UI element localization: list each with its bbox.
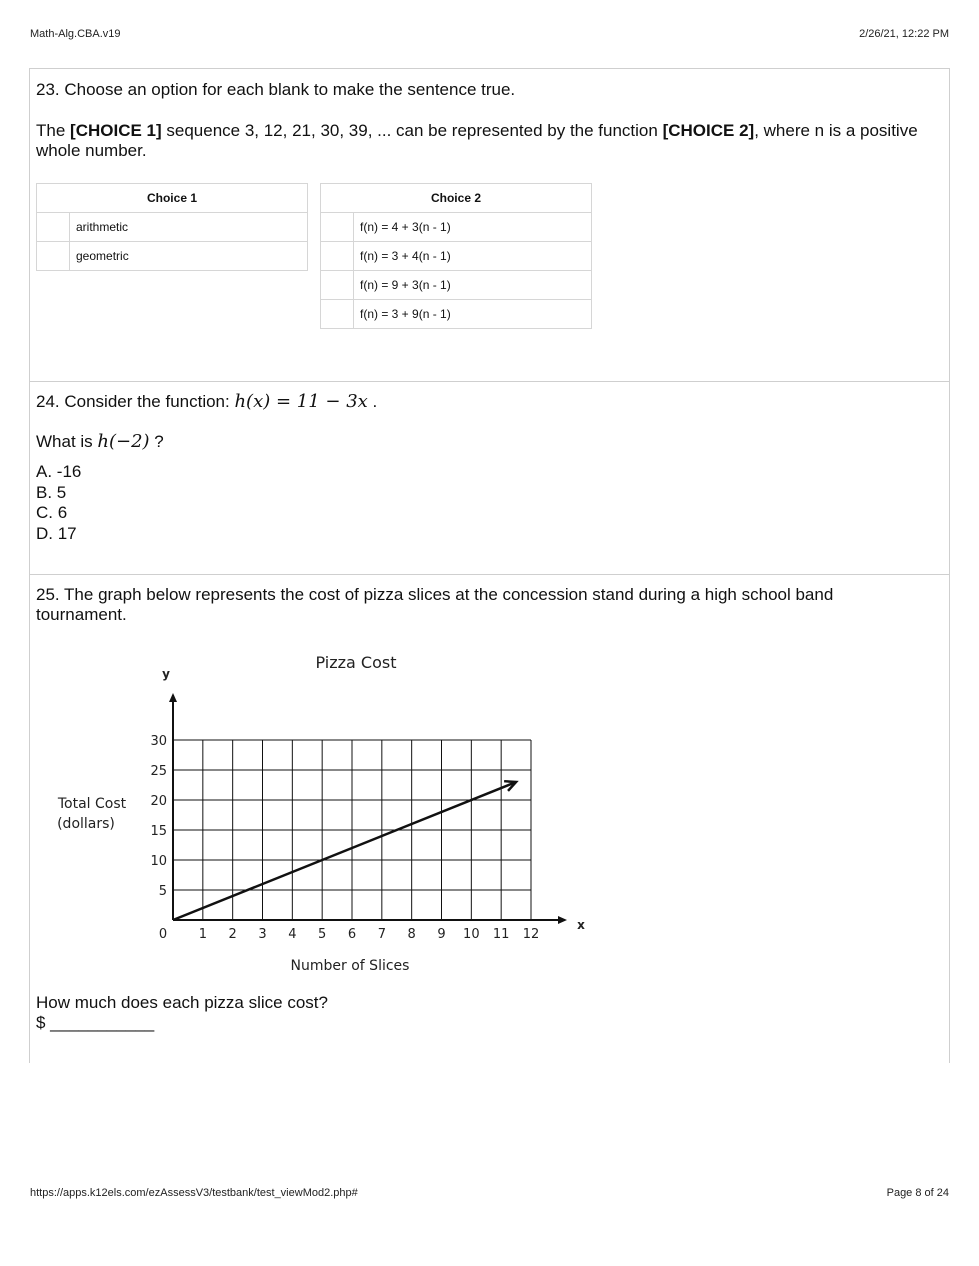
choice2-select-cell[interactable] [321, 242, 354, 271]
series-line [173, 782, 516, 920]
origin-label: 0 [158, 927, 168, 942]
choice1-header: Choice 1 [37, 184, 308, 213]
choice2-select-cell[interactable] [321, 271, 354, 300]
q25-question: How much does each pizza slice cost? [36, 993, 328, 1012]
chart-axes [169, 693, 567, 924]
x-tick-label: 11 [492, 927, 510, 942]
choice2-table [320, 183, 592, 329]
x-axis-arrow [558, 916, 567, 924]
choice1-option[interactable]: arithmetic [70, 213, 308, 242]
choice1-option-row[interactable] [37, 242, 308, 271]
question-24 [30, 382, 949, 575]
y-tick-label: 30 [150, 734, 167, 749]
choice2-select-cell[interactable] [321, 300, 354, 329]
x-tick-label: 9 [437, 927, 446, 942]
choice2-option[interactable]: f(n) = 9 + 3(n - 1) [354, 271, 592, 300]
q25-title: 25. The graph below represents the cost of pizza slices at the concession stand during a high school band tournament. [36, 585, 834, 624]
x-tick-label: 3 [258, 927, 267, 942]
y-axis-arrow [169, 693, 177, 702]
y-tick-label: 10 [150, 854, 167, 869]
choice2-option[interactable]: f(n) = 3 + 4(n - 1) [354, 242, 592, 271]
choice1-select-cell[interactable] [37, 213, 70, 242]
choice1-table [36, 183, 308, 271]
question-sheet [29, 68, 950, 1063]
chart-tick-labels [150, 734, 539, 942]
footer-page-number: Page 8 of 24 [886, 1187, 949, 1199]
question-23 [30, 69, 949, 382]
choice2-option[interactable]: f(n) = 3 + 9(n - 1) [354, 300, 592, 329]
chart-title: Pizza Cost [315, 653, 397, 672]
q24-expression: h(−2) [97, 431, 150, 452]
choice2-option-row[interactable] [321, 271, 592, 300]
q24-options [36, 462, 81, 544]
q24-option-c[interactable]: C. 6 [36, 503, 68, 522]
pizza-cost-chart [30, 635, 630, 975]
footer-url: https://apps.k12els.com/ezAssessV3/testbank/test_viewMod2.php# [30, 1187, 358, 1199]
x-tick-label: 7 [377, 927, 386, 942]
q25-answer-line[interactable]: $ ___________ [36, 1013, 155, 1032]
x-tick-label: 5 [318, 927, 327, 942]
chart-grid [173, 740, 531, 920]
choice1-select-cell[interactable] [37, 242, 70, 271]
x-tick-label: 10 [463, 927, 480, 942]
x-tick-label: 1 [198, 927, 207, 942]
choice2-option-row[interactable] [321, 242, 592, 271]
choice1-option-row[interactable] [37, 213, 308, 242]
x-axis-label: Number of Slices [290, 958, 410, 974]
q23-title: 23. Choose an option for each blank to make the sentence true. [36, 80, 516, 99]
q24-option-a[interactable]: A. -16 [36, 462, 82, 481]
choice2-option-row[interactable] [321, 300, 592, 329]
q24-option-d[interactable]: D. 17 [36, 523, 77, 543]
y-tick-label: 15 [150, 824, 167, 839]
header-title: Math-Alg.CBA.v19 [30, 28, 121, 40]
q23-sentence: The [CHOICE 1] sequence 3, 12, 21, 30, 39, ... can be represented by the function [CHOICE 2], where n is a positive whole number. [36, 121, 918, 160]
q24-option-b[interactable]: B. 5 [36, 482, 67, 502]
question-25 [30, 575, 949, 1063]
choice1-option[interactable]: geometric [70, 242, 308, 271]
choice2-header: Choice 2 [321, 184, 592, 213]
x-tick-label: 8 [407, 927, 416, 942]
x-axis-letter: x [577, 918, 585, 932]
q24-function: h(x) = 11 − 3x [234, 391, 368, 412]
y-axis-letter: y [162, 667, 170, 681]
choice2-option[interactable]: f(n) = 4 + 3(n - 1) [354, 213, 592, 242]
y-tick-label: 25 [150, 764, 167, 779]
header-datetime: 2/26/21, 12:22 PM [859, 28, 949, 40]
x-tick-label: 4 [288, 927, 297, 942]
q23-choice1-blank: [CHOICE 1] [70, 121, 162, 140]
chart-series [173, 781, 516, 920]
q24-question: What is h(−2) ? [36, 431, 164, 452]
y-tick-label: 5 [158, 884, 167, 899]
y-axis-label-line1: Total Cost [57, 796, 127, 812]
choice2-select-cell[interactable] [321, 213, 354, 242]
q24-prompt: 24. Consider the function: h(x) = 11 − 3x . [36, 391, 378, 412]
y-tick-label: 20 [150, 794, 167, 809]
x-tick-label: 12 [522, 927, 540, 942]
q23-choice2-blank: [CHOICE 2] [662, 121, 755, 140]
y-axis-label-line2: (dollars) [57, 816, 115, 832]
choice2-option-row[interactable] [321, 213, 592, 242]
x-tick-label: 6 [347, 927, 357, 942]
x-tick-label: 2 [228, 927, 237, 942]
